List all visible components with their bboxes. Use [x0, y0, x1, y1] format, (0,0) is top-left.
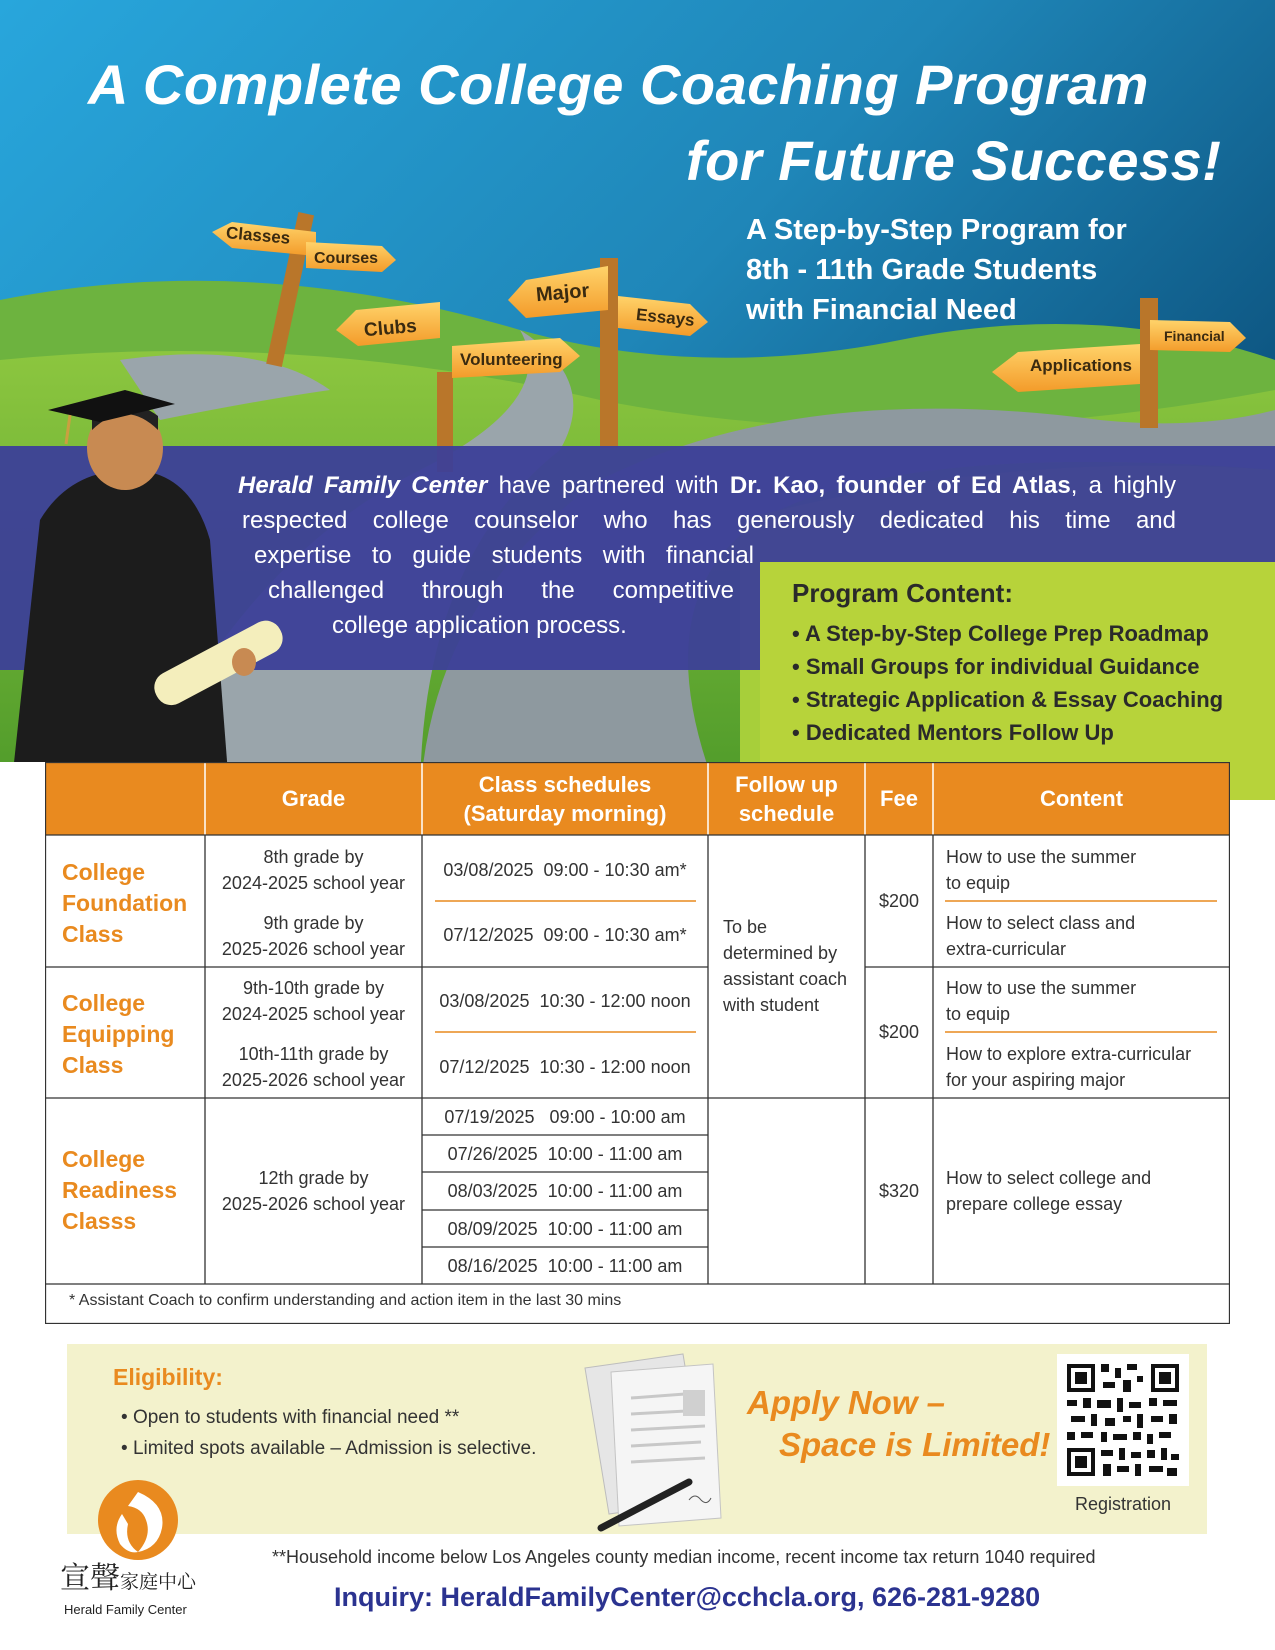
sign-courses: Courses	[314, 250, 379, 267]
sign-classes: Classes	[225, 223, 292, 248]
class-name-line: College	[62, 1146, 146, 1172]
documents-pen-icon	[565, 1350, 745, 1540]
eligibility-item: • Limited spots available – Admission is selective.	[121, 1433, 536, 1464]
content-line: extra-curricular	[946, 939, 1067, 959]
class-equipping	[62, 988, 174, 1081]
class-name-line: Classs	[62, 1208, 137, 1234]
intro-line2: respected college counselor who has generously dedicated his time and	[242, 507, 1176, 534]
program-item: • Dedicated Mentors Follow Up	[792, 716, 1242, 749]
apply-now-line2: Space is Limited!	[779, 1426, 1051, 1463]
logo-chinese	[60, 1553, 196, 1597]
intro-line3: expertise to guide students with financial	[254, 542, 754, 569]
income-note: **Household income below Los Angeles county median income, recent income tax return 1040 required	[272, 1547, 1096, 1567]
sign-applications: Applications	[1030, 356, 1133, 375]
date-cell: 03/08/2025 09:00 - 10:30 am*	[443, 860, 687, 880]
sign-major: Major	[535, 279, 591, 307]
schedule-table	[45, 762, 1230, 1324]
grade-line: 10th-11th grade by	[238, 1044, 389, 1064]
grade-line: 12th grade by	[258, 1168, 369, 1188]
registration-qr-code[interactable]	[1057, 1354, 1189, 1486]
subtitle-line1: A Step-by-Step Program for	[746, 214, 1127, 246]
header-schedule	[422, 770, 708, 828]
class-name-line: Equipping	[62, 1021, 175, 1047]
sign-volunteering: Volunteering	[460, 350, 563, 369]
logo-chinese-sub: 家庭中心	[120, 1571, 197, 1593]
content-cell	[946, 1041, 1226, 1093]
program-item: • Strategic Application & Essay Coaching	[792, 683, 1242, 716]
header-grade: Grade	[281, 786, 346, 811]
grade-cell	[205, 1041, 422, 1093]
grade-line: 2025-2026 school year	[221, 1194, 406, 1214]
content-cell	[946, 910, 1226, 962]
content-line: How to use the summer	[946, 978, 1137, 998]
eligibility-item: • Open to students with financial need **	[121, 1402, 536, 1433]
grade-line: 2024-2025 school year	[221, 1004, 406, 1024]
inquiry-contact[interactable]: Inquiry: HeraldFamilyCenter@cchcla.org, 626-281-9280	[334, 1582, 1041, 1612]
content-line: to equip	[946, 873, 1011, 893]
class-name-line: Readiness	[62, 1177, 178, 1203]
followup-line: To be	[723, 917, 768, 937]
class-name-line: College	[62, 990, 146, 1016]
grade-cell	[205, 1165, 422, 1217]
content-line: prepare college essay	[946, 1194, 1123, 1214]
intro-person: Dr. Kao, founder of Ed Atlas	[729, 472, 1071, 499]
date-cell: 08/09/2025 10:00 - 11:00 am	[447, 1219, 683, 1239]
class-name-line: Class	[62, 1052, 124, 1078]
logo-english: Herald Family Center	[64, 1602, 187, 1617]
grade-line: 2024-2025 school year	[221, 873, 406, 893]
date-cell: 07/12/2025 09:00 - 10:30 am*	[443, 925, 687, 945]
class-name-line: Class	[62, 921, 124, 947]
grade-line: 2025-2026 school year	[221, 939, 406, 959]
fee-cell: $320	[878, 1181, 920, 1201]
sign-essays: Essays	[635, 304, 696, 331]
header-followup-line1: Follow up	[735, 772, 838, 797]
content-line: How to select college and	[946, 1168, 1152, 1188]
subtitle	[746, 210, 1127, 330]
date-cell: 08/16/2025 10:00 - 11:00 am	[447, 1256, 683, 1276]
header-schedule-line1: Class schedules	[478, 772, 652, 797]
content-line: to equip	[946, 1004, 1011, 1024]
program-heading: Program Content:	[792, 578, 1013, 608]
grade-line: 9th-10th grade by	[242, 978, 385, 998]
program-content	[792, 578, 1242, 749]
content-cell	[946, 975, 1226, 1027]
subtitle-line3: with Financial Need	[746, 294, 1017, 326]
logo-chinese-main: 宣聲	[60, 1561, 120, 1596]
header-followup-line2: schedule	[738, 801, 835, 826]
grade-line: 8th grade by	[263, 847, 364, 867]
table-footnote: * Assistant Coach to confirm understanding and action item in the last 30 mins	[69, 1292, 622, 1309]
content-line: How to explore extra-curricular	[946, 1044, 1192, 1064]
date-cell: 08/03/2025 10:00 - 11:00 am	[447, 1181, 683, 1201]
header-followup	[708, 770, 865, 828]
content-cell	[946, 844, 1226, 896]
subtitle-line2: 8th - 11th Grade Students	[746, 254, 1098, 286]
followup-line: determined by	[723, 943, 838, 963]
intro-text-1: have partnered with	[487, 472, 730, 499]
content-line: How to select class and	[946, 913, 1136, 933]
fee-cell: $200	[878, 891, 920, 911]
hero-banner	[0, 0, 1275, 800]
qr-code-icon	[1057, 1354, 1189, 1486]
grade-cell	[205, 844, 422, 896]
program-item: • A Step-by-Step College Prep Roadmap	[792, 617, 1242, 650]
date-cell: 07/12/2025 10:30 - 12:00 noon	[439, 1057, 691, 1077]
header-fee: Fee	[880, 786, 918, 811]
date-cell: 07/26/2025 10:00 - 11:00 am	[447, 1144, 683, 1164]
content-line: How to use the summer	[946, 847, 1137, 867]
header-schedule-line2: (Saturday morning)	[463, 801, 667, 826]
sign-clubs: Clubs	[363, 315, 418, 342]
program-list	[792, 617, 1242, 749]
class-name-line: College	[62, 859, 146, 885]
content-line: for your aspiring major	[946, 1070, 1126, 1090]
registration-label: Registration	[1074, 1494, 1172, 1514]
date-cell: 03/08/2025 10:30 - 12:00 noon	[439, 991, 691, 1011]
eligibility-list	[121, 1402, 536, 1464]
followup-line: with student	[723, 995, 820, 1015]
class-name-line: Foundation	[62, 890, 188, 916]
grade-line: 2025-2026 school year	[221, 1070, 406, 1090]
program-item: • Small Groups for individual Guidance	[792, 650, 1242, 683]
intro-org: Herald Family Center	[238, 472, 488, 499]
eligibility-title: Eligibility:	[113, 1364, 223, 1390]
followup-cell	[723, 914, 863, 1018]
intro-line5: college application process.	[332, 612, 627, 639]
page-title-line2: for Future Success!	[686, 129, 1222, 192]
grade-cell	[205, 975, 422, 1027]
header-content: Content	[1039, 786, 1124, 811]
date-cell: 07/19/2025 09:00 - 10:00 am	[444, 1107, 686, 1127]
intro-line4: challenged through the competitive	[268, 577, 734, 604]
grade-cell	[205, 910, 422, 962]
intro-text-2: , a highly	[1070, 472, 1176, 499]
page-title-line1: A Complete College Coaching Program	[88, 53, 1149, 116]
apply-now-line1: Apply Now –	[747, 1384, 946, 1421]
content-cell	[946, 1165, 1226, 1217]
followup-line: assistant coach	[723, 969, 848, 989]
grade-line: 9th grade by	[263, 913, 364, 933]
fee-cell: $200	[878, 1022, 920, 1042]
class-foundation	[62, 857, 187, 950]
eligibility-panel	[67, 1344, 1207, 1534]
herald-logo-icon	[58, 1478, 218, 1618]
class-readiness	[62, 1144, 177, 1237]
sign-financial: Financial	[1164, 328, 1225, 344]
